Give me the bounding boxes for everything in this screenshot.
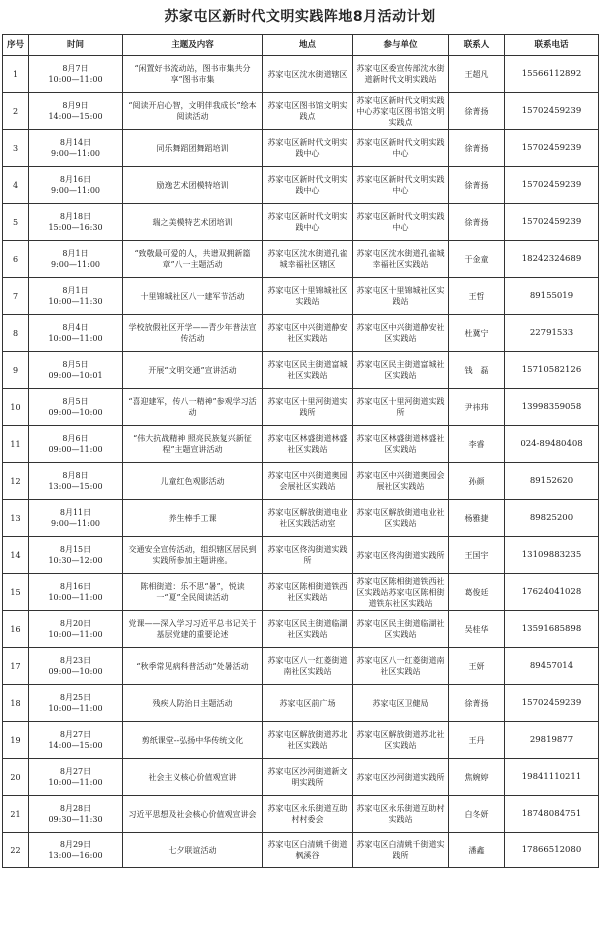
row-time-cell bbox=[29, 611, 123, 648]
row-time: 13:00—16:00 bbox=[48, 851, 103, 860]
row-topic: 党课——深入学习习近平总书记关于基层党建的重要论述 bbox=[123, 611, 263, 648]
row-contact: 徐菁扬 bbox=[449, 204, 505, 241]
row-topic: 十里锦城社区八一建军节活动 bbox=[123, 278, 263, 315]
row-time-cell bbox=[29, 389, 123, 426]
row-number: 7 bbox=[3, 278, 29, 315]
row-time: 09:30—11:30 bbox=[48, 815, 103, 824]
row-time: 14:00—15:00 bbox=[48, 112, 103, 121]
row-topic: 残疾人防治日主题活动 bbox=[123, 685, 263, 722]
row-units: 苏家屯区十里河街道实践所 bbox=[353, 389, 449, 426]
row-phone: 89825200 bbox=[505, 500, 599, 537]
header-time: 时间 bbox=[29, 35, 123, 56]
row-time: 09:00—10:00 bbox=[48, 667, 103, 676]
row-time: 9:00—11:00 bbox=[50, 519, 101, 528]
row-contact: 王妍 bbox=[449, 648, 505, 685]
row-time: 9:00—11:00 bbox=[50, 149, 101, 158]
page-title: 苏家屯区新时代文明实践阵地8月活动计划 bbox=[164, 9, 436, 25]
row-phone: 15702459239 bbox=[505, 93, 599, 130]
row-units: 苏家屯区永乐街道互助村实践站 bbox=[353, 796, 449, 833]
row-contact: 王丹 bbox=[449, 722, 505, 759]
row-place: 苏家屯区白清姚千街道枫溪谷 bbox=[263, 833, 353, 868]
table-row bbox=[3, 574, 599, 611]
row-units: 苏家屯区新时代文明实践中心 bbox=[353, 204, 449, 241]
row-units: 苏家屯区卫健局 bbox=[353, 685, 449, 722]
row-time-cell bbox=[29, 167, 123, 204]
row-units: 苏家屯区解放街道苏北社区实践站 bbox=[353, 722, 449, 759]
row-contact: 钱 磊 bbox=[449, 352, 505, 389]
row-topic: “秋季常见病科普活动”处暑活动 bbox=[123, 648, 263, 685]
header-phone: 联系电话 bbox=[505, 35, 599, 56]
row-contact: 于金童 bbox=[449, 241, 505, 278]
row-time: 10:30—12:00 bbox=[48, 556, 103, 565]
row-date: 8月11日 bbox=[59, 508, 92, 517]
row-contact: 徐菁扬 bbox=[449, 93, 505, 130]
row-date: 8月4日 bbox=[62, 323, 89, 332]
row-time-cell bbox=[29, 685, 123, 722]
row-date: 8月18日 bbox=[59, 212, 92, 221]
row-phone: 15702459239 bbox=[505, 167, 599, 204]
row-time: 10:00—11:00 bbox=[48, 704, 103, 713]
row-contact: 尹祎玮 bbox=[449, 389, 505, 426]
table-row bbox=[3, 204, 599, 241]
row-units: 苏家屯区新时代文明实践中心 bbox=[353, 130, 449, 167]
row-phone: 89155019 bbox=[505, 278, 599, 315]
row-phone: 15710582126 bbox=[505, 352, 599, 389]
row-date: 8月9日 bbox=[62, 101, 89, 110]
row-time-cell bbox=[29, 759, 123, 796]
row-time: 15:00—16:30 bbox=[48, 223, 103, 232]
row-units: 苏家屯区委宣传部沈水街道新时代文明实践站 bbox=[353, 56, 449, 93]
table-row bbox=[3, 315, 599, 352]
row-number: 21 bbox=[3, 796, 29, 833]
row-time-cell bbox=[29, 56, 123, 93]
row-topic: “伟大抗战精神 照亮民族复兴新征程”主题宣讲活动 bbox=[123, 426, 263, 463]
row-phone: 17866512080 bbox=[505, 833, 599, 868]
row-time: 9:00—11:00 bbox=[50, 260, 101, 269]
row-number: 20 bbox=[3, 759, 29, 796]
row-contact: 白冬妍 bbox=[449, 796, 505, 833]
row-contact: 李睿 bbox=[449, 426, 505, 463]
row-number: 13 bbox=[3, 500, 29, 537]
row-time: 09:00—11:00 bbox=[48, 445, 103, 454]
row-place: 苏家屯区新时代文明实践中心 bbox=[263, 130, 353, 167]
row-number: 4 bbox=[3, 167, 29, 204]
row-units: 苏家屯区八一红菱街道南社区实践站 bbox=[353, 648, 449, 685]
row-time-cell bbox=[29, 833, 123, 868]
row-units: 苏家屯区沈水街道孔雀城幸福社区实践站 bbox=[353, 241, 449, 278]
row-time: 09:00—10:01 bbox=[48, 371, 103, 380]
row-place: 苏家屯区八一红菱街道南社区实践站 bbox=[263, 648, 353, 685]
row-place: 苏家屯区林盛街道林盛社区实践站 bbox=[263, 426, 353, 463]
header-units: 参与单位 bbox=[353, 35, 449, 56]
row-phone: 15702459239 bbox=[505, 130, 599, 167]
row-date: 8月5日 bbox=[62, 360, 89, 369]
table-row bbox=[3, 130, 599, 167]
row-date: 8月25日 bbox=[59, 693, 92, 702]
row-date: 8月1日 bbox=[62, 286, 89, 295]
row-units: 苏家屯区民主街道富城社区实践站 bbox=[353, 352, 449, 389]
row-number: 6 bbox=[3, 241, 29, 278]
table-row bbox=[3, 759, 599, 796]
table-row bbox=[3, 389, 599, 426]
row-topic: 同乐舞蹈团舞蹈培训 bbox=[123, 130, 263, 167]
row-date: 8月6日 bbox=[62, 434, 89, 443]
row-place: 苏家屯区中兴街道静安社区实践站 bbox=[263, 315, 353, 352]
row-phone: 15566112892 bbox=[505, 56, 599, 93]
row-contact: 王超凡 bbox=[449, 56, 505, 93]
row-date: 8月28日 bbox=[59, 804, 92, 813]
row-topic: 社会主义核心价值观宣讲 bbox=[123, 759, 263, 796]
row-contact: 徐菁扬 bbox=[449, 685, 505, 722]
row-contact: 王哲 bbox=[449, 278, 505, 315]
table-row bbox=[3, 611, 599, 648]
row-time-cell bbox=[29, 130, 123, 167]
row-date: 8月29日 bbox=[59, 840, 92, 849]
row-topic: 儿童红色观影活动 bbox=[123, 463, 263, 500]
row-time-cell bbox=[29, 463, 123, 500]
row-time: 13:00—15:00 bbox=[48, 482, 103, 491]
row-number: 5 bbox=[3, 204, 29, 241]
row-place: 苏家屯区沈水街道辖区 bbox=[263, 56, 353, 93]
row-units: 苏家屯区陈相街道铁西社区实践站苏家屯区陈相街道铁东社区实践站 bbox=[353, 574, 449, 611]
row-units: 苏家屯区中兴街道奥园会展社区实践站 bbox=[353, 463, 449, 500]
row-topic: 七夕联谊活动 bbox=[123, 833, 263, 868]
row-number: 18 bbox=[3, 685, 29, 722]
row-time-cell bbox=[29, 426, 123, 463]
row-place: 苏家屯区图书馆文明实践点 bbox=[263, 93, 353, 130]
table-row bbox=[3, 537, 599, 574]
row-time-cell bbox=[29, 204, 123, 241]
row-time-cell bbox=[29, 315, 123, 352]
row-time: 10:00—11:00 bbox=[48, 334, 103, 343]
row-date: 8月16日 bbox=[59, 175, 92, 184]
row-date: 8月1日 bbox=[62, 249, 89, 258]
row-date: 8月23日 bbox=[59, 656, 92, 665]
row-place: 苏家屯区沈水街道孔雀城幸福社区辖区 bbox=[263, 241, 353, 278]
row-topic: 陈相街道：乐不思“暑”，悦读一“夏”全民阅读活动 bbox=[123, 574, 263, 611]
row-topic: “喜迎建军，传八一精神”参观学习活动 bbox=[123, 389, 263, 426]
row-topic: 习近平思想及社会核心价值观宣讲会 bbox=[123, 796, 263, 833]
row-phone: 29819877 bbox=[505, 722, 599, 759]
row-time-cell bbox=[29, 537, 123, 574]
row-time-cell bbox=[29, 574, 123, 611]
row-phone: 024-89480408 bbox=[505, 426, 599, 463]
table-row bbox=[3, 167, 599, 204]
row-phone: 18748084751 bbox=[505, 796, 599, 833]
row-contact: 徐菁扬 bbox=[449, 130, 505, 167]
row-topic: “阅读开启心智，文明伴我成长”绘本阅读活动 bbox=[123, 93, 263, 130]
row-contact: 孙颜 bbox=[449, 463, 505, 500]
row-date: 8月8日 bbox=[62, 471, 89, 480]
row-number: 16 bbox=[3, 611, 29, 648]
row-place: 苏家屯区十里河街道实践所 bbox=[263, 389, 353, 426]
row-time-cell bbox=[29, 352, 123, 389]
row-topic: 励逸艺术团模特培训 bbox=[123, 167, 263, 204]
header-contact: 联系人 bbox=[449, 35, 505, 56]
row-contact: 潘鑫 bbox=[449, 833, 505, 868]
table-row bbox=[3, 278, 599, 315]
row-date: 8月27日 bbox=[59, 767, 92, 776]
row-units: 苏家屯区沙河街道实践所 bbox=[353, 759, 449, 796]
row-date: 8月20日 bbox=[59, 619, 92, 628]
row-place: 苏家屯区佟沟街道实践所 bbox=[263, 537, 353, 574]
row-number: 2 bbox=[3, 93, 29, 130]
row-place: 苏家屯区十里锦城社区实践站 bbox=[263, 278, 353, 315]
row-phone: 22791533 bbox=[505, 315, 599, 352]
table-row bbox=[3, 241, 599, 278]
row-phone: 89457014 bbox=[505, 648, 599, 685]
row-units: 苏家屯区白清姚千街道实践所 bbox=[353, 833, 449, 868]
row-contact: 杨雅捷 bbox=[449, 500, 505, 537]
row-topic: “致敬最可爱的人，共谱双拥新篇章”八一主题活动 bbox=[123, 241, 263, 278]
row-time: 10:00—11:30 bbox=[48, 297, 103, 306]
row-number: 19 bbox=[3, 722, 29, 759]
row-date: 8月16日 bbox=[59, 582, 92, 591]
table-row bbox=[3, 93, 599, 130]
row-units: 苏家屯区解放街道电业社区实践站 bbox=[353, 500, 449, 537]
table-row bbox=[3, 500, 599, 537]
table-row bbox=[3, 833, 599, 868]
header-place: 地点 bbox=[263, 35, 353, 56]
row-place: 苏家屯区前广场 bbox=[263, 685, 353, 722]
row-place: 苏家屯区解放街道电业社区实践活动室 bbox=[263, 500, 353, 537]
row-place: 苏家屯区陈相街道铁西社区实践站 bbox=[263, 574, 353, 611]
table-row bbox=[3, 426, 599, 463]
row-contact: 徐菁扬 bbox=[449, 167, 505, 204]
row-number: 15 bbox=[3, 574, 29, 611]
row-units: 苏家屯区十里锦城社区实践站 bbox=[353, 278, 449, 315]
header-no: 序号 bbox=[3, 35, 29, 56]
row-topic: 交通安全宣传活动，组织辖区居民到实践所参加主题讲座。 bbox=[123, 537, 263, 574]
row-contact: 杜冀宁 bbox=[449, 315, 505, 352]
row-date: 8月5日 bbox=[62, 397, 89, 406]
row-number: 14 bbox=[3, 537, 29, 574]
row-time-cell bbox=[29, 796, 123, 833]
row-time: 14:00—15:00 bbox=[48, 741, 103, 750]
row-units: 苏家屯区新时代文明实践中心 bbox=[353, 167, 449, 204]
row-date: 8月15日 bbox=[59, 545, 92, 554]
row-place: 苏家屯区永乐街道互助村村委会 bbox=[263, 796, 353, 833]
row-phone: 89152620 bbox=[505, 463, 599, 500]
row-time: 10:00—11:00 bbox=[48, 593, 103, 602]
row-phone: 19841110211 bbox=[505, 759, 599, 796]
row-place: 苏家屯区沙河街道新文明实践所 bbox=[263, 759, 353, 796]
row-place: 苏家屯区民主街道富城社区实践站 bbox=[263, 352, 353, 389]
row-time: 09:00—10:00 bbox=[48, 408, 103, 417]
row-place: 苏家屯区民主街道临湖社区实践站 bbox=[263, 611, 353, 648]
row-time: 10:00—11:00 bbox=[48, 778, 103, 787]
row-time-cell bbox=[29, 722, 123, 759]
row-number: 3 bbox=[3, 130, 29, 167]
row-units: 苏家屯区林盛街道林盛社区实践站 bbox=[353, 426, 449, 463]
row-time-cell bbox=[29, 93, 123, 130]
row-place: 苏家屯区新时代文明实践中心 bbox=[263, 204, 353, 241]
row-topic: 开展“文明交通”宣讲活动 bbox=[123, 352, 263, 389]
row-place: 苏家屯区中兴街道奥园会展社区实践站 bbox=[263, 463, 353, 500]
row-time: 9:00—11:00 bbox=[50, 186, 101, 195]
row-phone: 13109883235 bbox=[505, 537, 599, 574]
row-place: 苏家屯区解放街道苏北社区实践站 bbox=[263, 722, 353, 759]
table-row bbox=[3, 463, 599, 500]
row-number: 9 bbox=[3, 352, 29, 389]
row-number: 8 bbox=[3, 315, 29, 352]
activity-table bbox=[2, 34, 599, 868]
row-topic: 养生棒手工课 bbox=[123, 500, 263, 537]
table-row bbox=[3, 648, 599, 685]
row-phone: 13591685898 bbox=[505, 611, 599, 648]
row-time-cell bbox=[29, 241, 123, 278]
header-topic: 主题及内容 bbox=[123, 35, 263, 56]
row-phone: 15702459239 bbox=[505, 685, 599, 722]
row-date: 8月7日 bbox=[62, 64, 89, 73]
row-number: 12 bbox=[3, 463, 29, 500]
row-phone: 18242324689 bbox=[505, 241, 599, 278]
row-contact: 焦婉婷 bbox=[449, 759, 505, 796]
row-number: 11 bbox=[3, 426, 29, 463]
row-number: 1 bbox=[3, 56, 29, 93]
row-topic: 学校放假社区开学——青少年普法宣传活动 bbox=[123, 315, 263, 352]
row-time: 10:00—11:00 bbox=[48, 75, 103, 84]
row-date: 8月14日 bbox=[59, 138, 92, 147]
row-number: 10 bbox=[3, 389, 29, 426]
table-row bbox=[3, 722, 599, 759]
table-row bbox=[3, 56, 599, 93]
row-number: 22 bbox=[3, 833, 29, 868]
row-place: 苏家屯区新时代文明实践中心 bbox=[263, 167, 353, 204]
row-phone: 15702459239 bbox=[505, 204, 599, 241]
row-phone: 17624041028 bbox=[505, 574, 599, 611]
row-time-cell bbox=[29, 648, 123, 685]
table-header-row bbox=[3, 35, 599, 56]
row-phone: 13998359058 bbox=[505, 389, 599, 426]
row-units: 苏家屯区民主街道临湖社区实践站 bbox=[353, 611, 449, 648]
row-topic: 瑞之美模特艺术团培训 bbox=[123, 204, 263, 241]
table-row bbox=[3, 352, 599, 389]
row-units: 苏家屯区中兴街道静安社区实践站 bbox=[353, 315, 449, 352]
row-time-cell bbox=[29, 500, 123, 537]
row-contact: 吴桂华 bbox=[449, 611, 505, 648]
row-topic: “闲置好书流动站，图书市集共分享”图书市集 bbox=[123, 56, 263, 93]
row-contact: 葛俊廷 bbox=[449, 574, 505, 611]
row-date: 8月27日 bbox=[59, 730, 92, 739]
row-topic: 剪纸课堂--弘扬中华传统文化 bbox=[123, 722, 263, 759]
row-number: 17 bbox=[3, 648, 29, 685]
row-time: 10:00—11:00 bbox=[48, 630, 103, 639]
row-time-cell bbox=[29, 278, 123, 315]
table-row bbox=[3, 796, 599, 833]
row-contact: 王国宇 bbox=[449, 537, 505, 574]
row-units: 苏家屯区新时代文明实践中心苏家屯区图书馆文明实践点 bbox=[353, 93, 449, 130]
table-row bbox=[3, 685, 599, 722]
row-units: 苏家屯区佟沟街道实践所 bbox=[353, 537, 449, 574]
